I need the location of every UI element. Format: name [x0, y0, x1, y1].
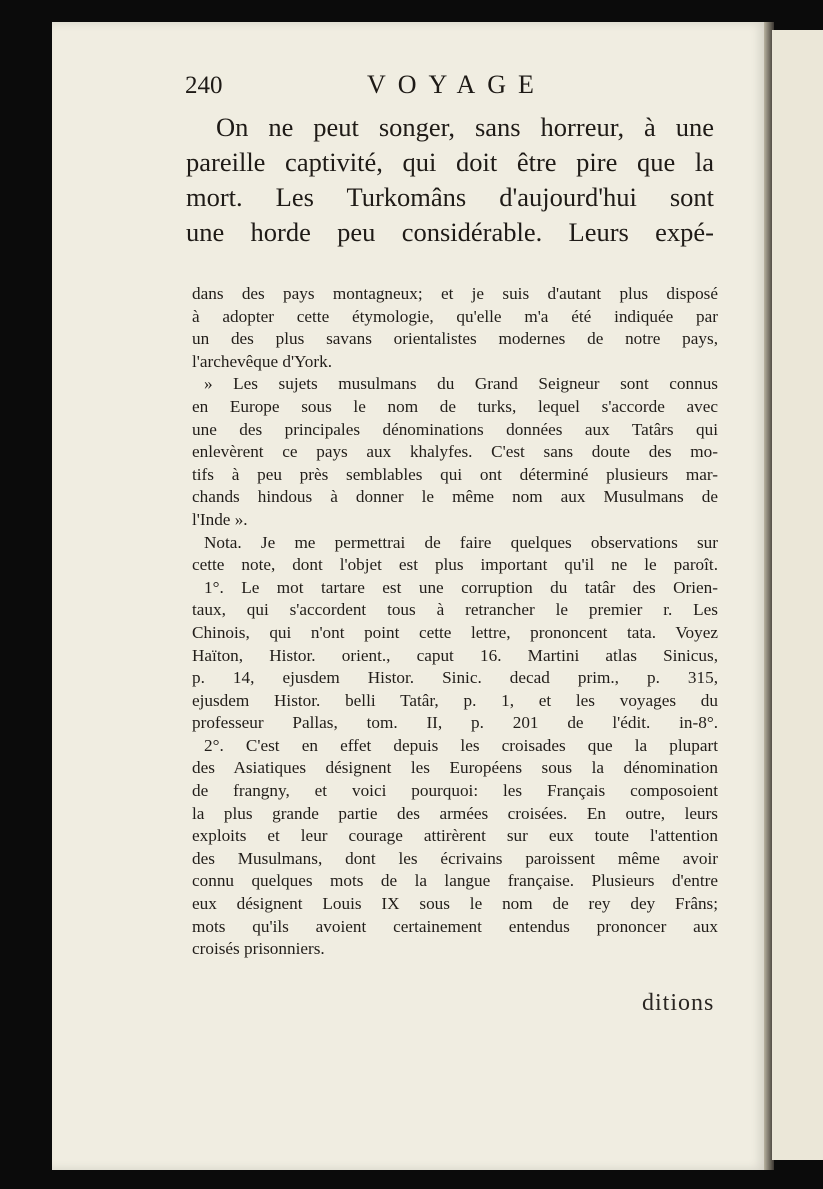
note-line: dans des pays montagneux; et je suis d'autant plus disposé [192, 284, 718, 303]
note-line: » Les sujets musulmans du Grand Seigneur sont connus [204, 374, 718, 394]
note-line: eux désignent Louis IX sous le nom de rey dey Frâns; [192, 894, 718, 914]
catchword: ditions [642, 990, 715, 1016]
note-line: Haïton, Histor. orient., caput 16. Martini atlas Sinicus, [192, 645, 718, 665]
note-line: ejusdem Histor. belli Tatâr, p. 1, et les voyages du [192, 690, 718, 710]
note-line: mots qu'ils avoient certainement entendus prononcer aux [192, 916, 718, 936]
note-line: à adopter cette étymologie, qu'elle m'a été indiquée par [192, 306, 718, 326]
note-line: en Europe sous le nom de turks, lequel s'accorde avec [192, 396, 718, 416]
note-line: un des plus savans orientalistes modernes de notre pays, [192, 329, 718, 349]
note-line: chands hindous à donner le même nom aux Musulmans de [192, 487, 718, 507]
note-line: l'Inde ». [192, 509, 248, 529]
note-line: une des principales dénominations données aux Tatârs qui [192, 419, 718, 439]
note-line: Chinois, qui n'ont point cette lettre, prononcent tata. Voyez [192, 622, 718, 642]
note-line: 2°. C'est en effet depuis les croisades que la plupart [204, 735, 718, 755]
main-text [186, 110, 714, 250]
main-line: pareille captivité, qui doit être pire que la [186, 147, 714, 177]
note-line: tifs à peu près semblables qui ont déterminé plusieurs mar- [192, 464, 718, 484]
note-line: des Asiatiques désignent les Européens sous la dénomination [192, 758, 718, 778]
page-number: 240 [185, 72, 223, 99]
running-head: VOYAGE [367, 70, 546, 99]
note-line: taux, qui s'accordent tous à retrancher le premier r. Les [192, 600, 718, 620]
footnote-block [192, 283, 718, 961]
note-line: exploits et leur courage attirèrent sur eux toute l'attention [192, 826, 718, 846]
main-line: mort. Les Turkomâns d'aujourd'hui sont [186, 182, 714, 212]
note-line: la plus grande partie des armées croisées. En outre, leurs [192, 803, 718, 823]
main-line: On ne peut songer, sans horreur, à une [216, 112, 714, 142]
note-line: 1°. Le mot tartare est une corruption du tatâr des Orien- [204, 577, 718, 597]
note-line: de frangny, et voici pourquoi: les Français composoient [192, 781, 718, 801]
note-line: l'archevêque d'York. [192, 351, 332, 371]
note-line: professeur Pallas, tom. II, p. 201 de l'édit. in-8°. [192, 713, 718, 733]
note-line: Nota. Je me permettrai de faire quelques observations sur [204, 532, 718, 552]
note-line: p. 14, ejusdem Histor. Sinic. decad prim., p. 315, [192, 668, 718, 688]
note-line: connu quelques mots de la langue française. Plusieurs d'entre [192, 871, 718, 891]
main-line: une horde peu considérable. Leurs expé- [186, 217, 714, 247]
page-header [185, 70, 705, 102]
note-line: cette note, dont l'objet est plus important qu'il ne le paroît. [192, 555, 718, 575]
note-line: des Musulmans, dont les écrivains paroissent même avoir [192, 848, 718, 868]
note-line: enlevèrent ce pays aux khalyfes. C'est sans doute des mo- [192, 442, 718, 462]
facing-page-edge [772, 30, 823, 1160]
note-line: croisés prisonniers. [192, 939, 325, 959]
